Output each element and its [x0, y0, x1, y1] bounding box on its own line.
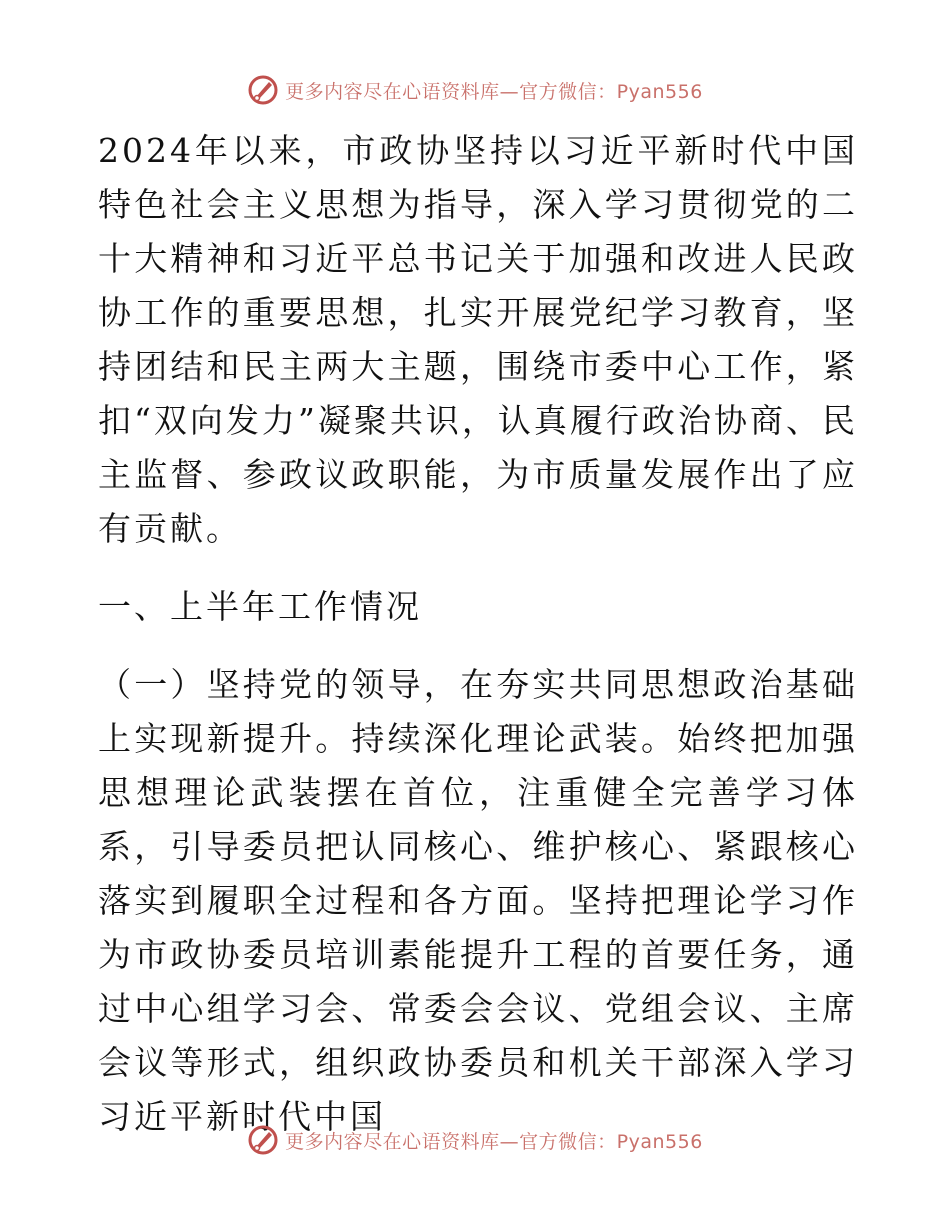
header-watermark-banner: [0, 70, 950, 110]
document-body: [98, 124, 858, 1144]
section-1-paragraph: （一）坚持党的领导，在夯实共同思想政治基础上实现新提升。持续深化理论武装。始终把加强思想理论武装摆在首位，注重健全完善学习体系，引导委员把认同核心、维护核心、紧跟核心落实到履职全过程和各方面。坚持把理论学习作为市政协委员培训素能提升工程的首要任务，通过中心组学习会、常委会会议、党组会议、主席会议等形式，组织政协委员和机关干部深入学习习近平新时代中国: [98, 665, 858, 1136]
section-heading-1: 一、上半年工作情况: [98, 587, 422, 626]
intro-paragraph: 2024年以来，市政协坚持以习近平新时代中国特色社会主义思想为指导，深入学习贯彻党的二十大精神和习近平总书记关于加强和改进人民政协工作的重要思想，扎实开展党纪学习教育，坚持团结和民主两大主题，围绕市委中心工作，紧扣“双向发力”凝聚共识，认真履行政治协商、民主监督、参政议政职能，为市质量发展作出了应有贡献。: [98, 131, 858, 548]
banner-text: 更多内容尽在心语资料库—官方微信：Pyan556: [285, 1130, 703, 1153]
quill-logo-icon: [247, 1124, 279, 1156]
quill-logo-icon: [247, 74, 279, 106]
footer-watermark-banner: [0, 1120, 950, 1160]
banner-text: 更多内容尽在心语资料库—官方微信：Pyan556: [285, 80, 703, 103]
